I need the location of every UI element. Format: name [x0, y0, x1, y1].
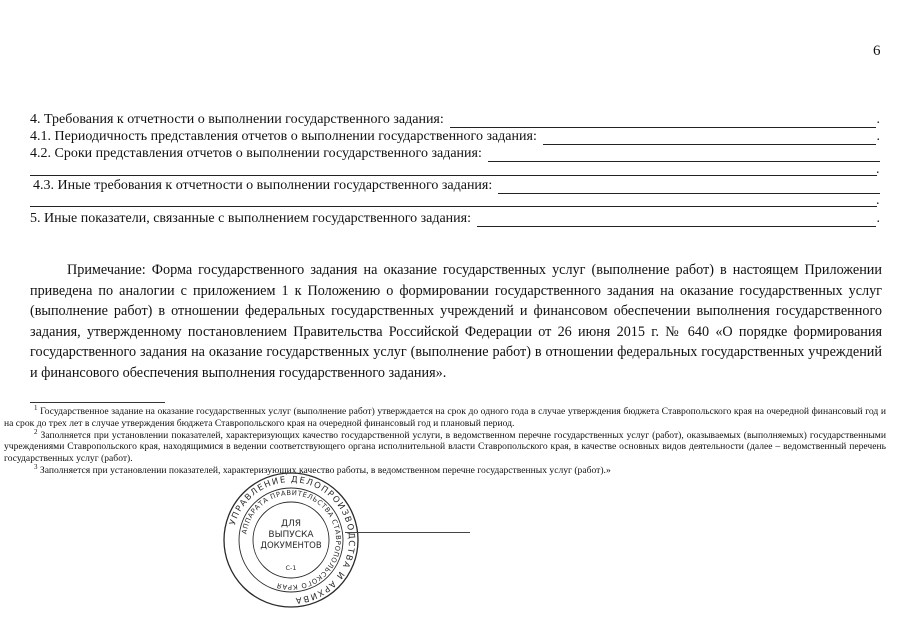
requirement-4-1-line [30, 129, 880, 145]
stamp-center-line-3: ДОКУМЕНТОВ [260, 541, 322, 551]
note-paragraph: Примечание: Форма государственного задания на оказание государственных услуг (выполнение работ) в настоящем Приложении приведена по аналогии с приложением 1 к Положению о формировании государственного задания на оказание государственных услуг (выполнение работ) в отношении федеральных государственных учреждений и финансовом обеспечении выполнения государственного задания, утвержденному постановлением Правительства Российской Федерации от 26 июня 2015 г. № 640 «О порядке формирования государственного задания на оказание государственных услуг (выполнение работ) в отношении федеральных государственных учреждений и финансового обеспечения выполнения государственного задания». [30, 262, 882, 381]
footnote-3-text: Заполняется при установлении показателей, характеризующих качество работы, в ведомственном перечне государственных услуг (работ).» [39, 464, 611, 476]
requirement-4-blank [450, 114, 876, 128]
stamp-number: С-1 [285, 564, 297, 572]
requirement-5-blank [477, 213, 876, 227]
footnote-1-text: Государственное задание на оказание государственных услуг (выполнение работ) утверждается на срок до одного года в случае утверждения бюджета Ставропольского края на очередной финансовый год и на срок до трех лет в случае утверждения бюджета Ставропольского края на очередной финансовый год и плановый период. [4, 406, 886, 429]
requirement-4-3-line [30, 178, 880, 194]
requirement-4-line [30, 112, 880, 128]
requirement-4-1-label: 4.1. Периодичность представления отчетов о выполнении государственного задания: [30, 129, 537, 144]
footnote-2 [4, 427, 886, 465]
requirement-4-2-continuation-rule [30, 175, 877, 176]
stamp-center-line-1: ДЛЯ [280, 519, 302, 529]
requirement-4-3-continuation-rule [30, 206, 877, 207]
footnotes [4, 403, 886, 477]
stamp-inner-text: АППАРАТА ПРАВИТЕЛЬСТВА СТАВРОПОЛЬСКОГО КРАЯ [240, 488, 343, 592]
requirement-4-1-end: . [876, 129, 880, 144]
footnote-1-mark: 1 [34, 403, 38, 412]
stamp-middle-ring [239, 488, 343, 592]
footnote-1 [4, 403, 886, 430]
requirement-4-3-blank [498, 180, 880, 194]
footnote-2-text: Заполняется при установлении показателей, характеризующих качество государственной услуги, в ведомственном перечне государственных услуг (работ), оказываемых (выполняемых) государственными учреждениями Ставропольского края, находящимися в ведении соответствующего органа исполнительной власти Ставропольского края, в качестве основных видов деятельности (далее – ведомственный перечень государственных услуг (работ). [4, 429, 886, 465]
requirement-4-1-blank [543, 131, 876, 145]
page-number: 6 [873, 43, 881, 59]
requirement-5-line [30, 211, 880, 227]
footnote-separator [30, 402, 165, 403]
requirement-4-2-blank [488, 148, 880, 162]
footnote-3-mark: 3 [34, 462, 38, 471]
requirement-5-label: 5. Иные показатели, связанные с выполнением государственного задания: [30, 211, 471, 226]
requirement-4-end: . [876, 112, 880, 127]
footnote-2-mark: 2 [34, 427, 38, 436]
requirement-4-2-label: 4.2. Сроки представления отчетов о выполнении государственного задания: [30, 146, 482, 161]
requirement-4-2-line [30, 146, 880, 162]
requirement-4-label: 4. Требования к отчетности о выполнении государственного задания: [30, 112, 444, 127]
requirement-4-2-end: . [876, 162, 880, 177]
requirement-4-3-end: . [876, 193, 880, 208]
stamp-center-line-2: ВЫПУСКА [268, 530, 314, 540]
requirement-4-3-label: 4.3. Иные требования к отчетности о выполнении государственного задания: [33, 178, 493, 193]
footnote-3 [4, 462, 886, 477]
stamp-outer-text: УПРАВЛЕНИЕ ДЕЛОПРОИЗВОДСТВА И АРХИВА [228, 474, 357, 605]
document-stamp [221, 470, 361, 610]
signature-line [345, 532, 470, 533]
requirement-5-end: . [876, 211, 880, 226]
